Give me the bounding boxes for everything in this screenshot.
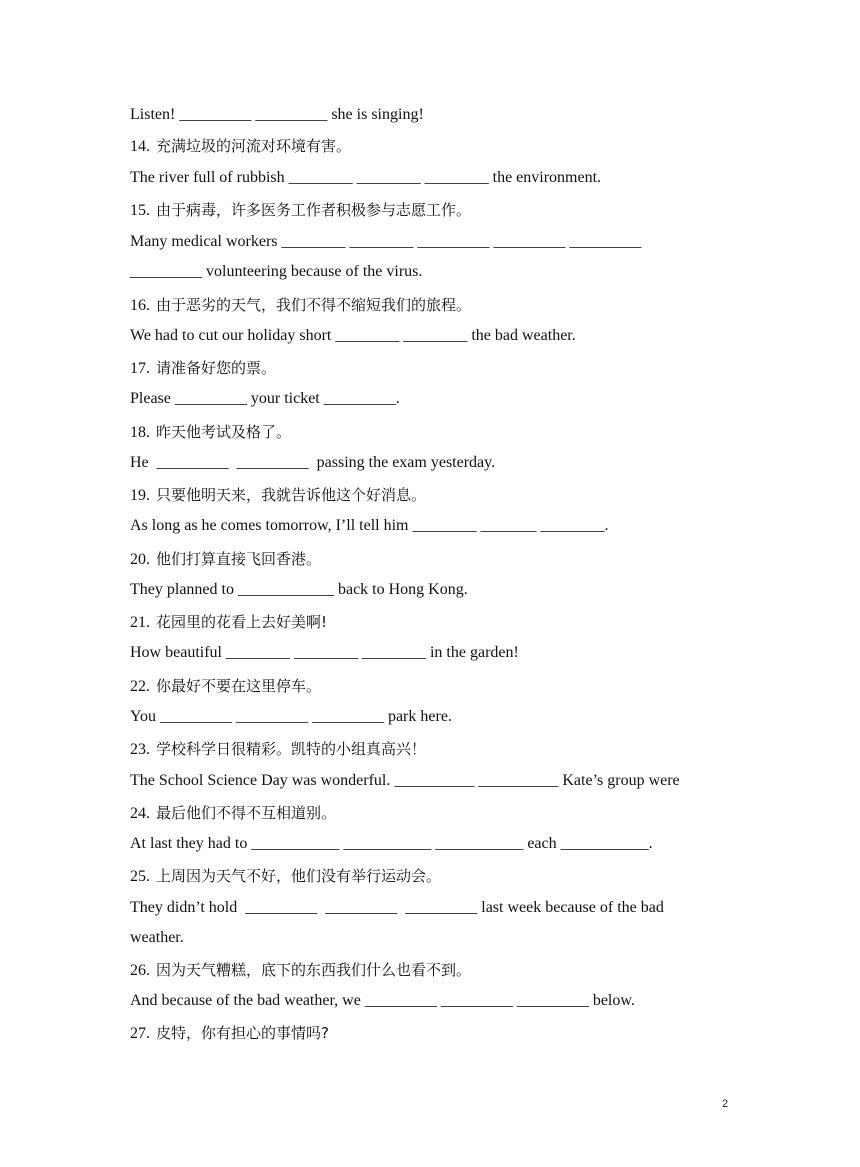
question-19 <box>130 485 426 506</box>
question-number: 15. <box>130 202 150 219</box>
question-24 <box>130 803 336 824</box>
question-21 <box>130 612 327 633</box>
question-chinese: 因为天气糟糕，底下的东西我们什么也看不到。 <box>156 961 472 979</box>
question-chinese: 学校科学日很精彩。凯特的小组真高兴！ <box>156 740 427 758</box>
question-number: 24. <box>130 805 150 822</box>
question-number: 14. <box>130 138 150 155</box>
question-chinese: 由于恶劣的天气，我们不得不缩短我们的旅程。 <box>156 296 472 314</box>
question-chinese: 最后他们不得不互相道别。 <box>156 804 337 822</box>
question-chinese: 充满垃圾的河流对环境有害。 <box>156 137 352 155</box>
question-chinese: 昨天他考试及格了。 <box>156 423 292 441</box>
question-25 <box>130 866 441 887</box>
answer-line-22: You _________ _________ _________ park here. <box>130 708 452 725</box>
question-number: 19. <box>130 487 150 504</box>
question-number: 23. <box>130 741 150 758</box>
question-chinese: 花园里的花看上去好美啊! <box>156 613 328 631</box>
question-number: 18. <box>130 424 150 441</box>
question-23 <box>130 739 426 760</box>
question-number: 22. <box>130 678 150 695</box>
answer-line-15a: Many medical workers ________ ________ _________ _________ _________ <box>130 233 642 250</box>
question-chinese: 皮特，你有担心的事情吗? <box>156 1024 329 1042</box>
question-20 <box>130 549 321 570</box>
question-14 <box>130 136 351 157</box>
answer-line-26: And because of the bad weather, we _________ _________ _________ below. <box>130 992 635 1009</box>
question-18 <box>130 422 291 443</box>
question-15 <box>130 200 471 221</box>
answer-line-25a: They didn’t hold _________ _________ _________ last week because of the bad <box>130 899 664 916</box>
question-chinese: 只要他明天来，我就告诉他这个好消息。 <box>156 486 427 504</box>
question-number: 26. <box>130 962 150 979</box>
answer-line-21: How beautiful ________ ________ ________ in the garden! <box>130 644 519 661</box>
question-number: 25. <box>130 868 150 885</box>
answer-line-17: Please _________ your ticket _________. <box>130 390 400 407</box>
question-16 <box>130 295 471 316</box>
question-number: 20. <box>130 551 150 568</box>
question-chinese: 请准备好您的票。 <box>156 359 277 377</box>
question-number: 16. <box>130 297 150 314</box>
answer-line-23: The School Science Day was wonderful. __________ __________ Kate’s group were <box>130 772 680 789</box>
question-number: 21. <box>130 614 150 631</box>
exercise-line: Listen! _________ _________ she is singing! <box>130 106 424 123</box>
answer-line-19: As long as he comes tomorrow, I’ll tell him ________ _______ ________. <box>130 517 609 534</box>
answer-line-20: They planned to ____________ back to Hong Kong. <box>130 581 468 598</box>
question-17 <box>130 358 276 379</box>
answer-line-16: We had to cut our holiday short ________ ________ the bad weather. <box>130 327 576 344</box>
question-chinese: 他们打算直接飞回香港。 <box>156 550 322 568</box>
answer-line-14: The river full of rubbish ________ ________ ________ the environment. <box>130 169 602 186</box>
question-chinese: 上周因为天气不好，他们没有举行运动会。 <box>156 867 442 885</box>
question-chinese: 由于病毒，许多医务工作者积极参与志愿工作。 <box>156 201 472 219</box>
question-number: 17. <box>130 360 150 377</box>
answer-line-18: He _________ _________ passing the exam yesterday. <box>130 454 496 471</box>
page-number: 2 <box>722 1098 729 1110</box>
question-22 <box>130 676 321 697</box>
answer-line-15b: _________ volunteering because of the virus. <box>130 263 423 280</box>
question-27 <box>130 1023 329 1044</box>
question-26 <box>130 960 471 981</box>
question-number: 27. <box>130 1025 150 1042</box>
answer-line-24: At last they had to ___________ ___________ ___________ each ___________. <box>130 835 653 852</box>
answer-line-25b: weather. <box>130 929 184 946</box>
question-chinese: 你最好不要在这里停车。 <box>156 677 322 695</box>
